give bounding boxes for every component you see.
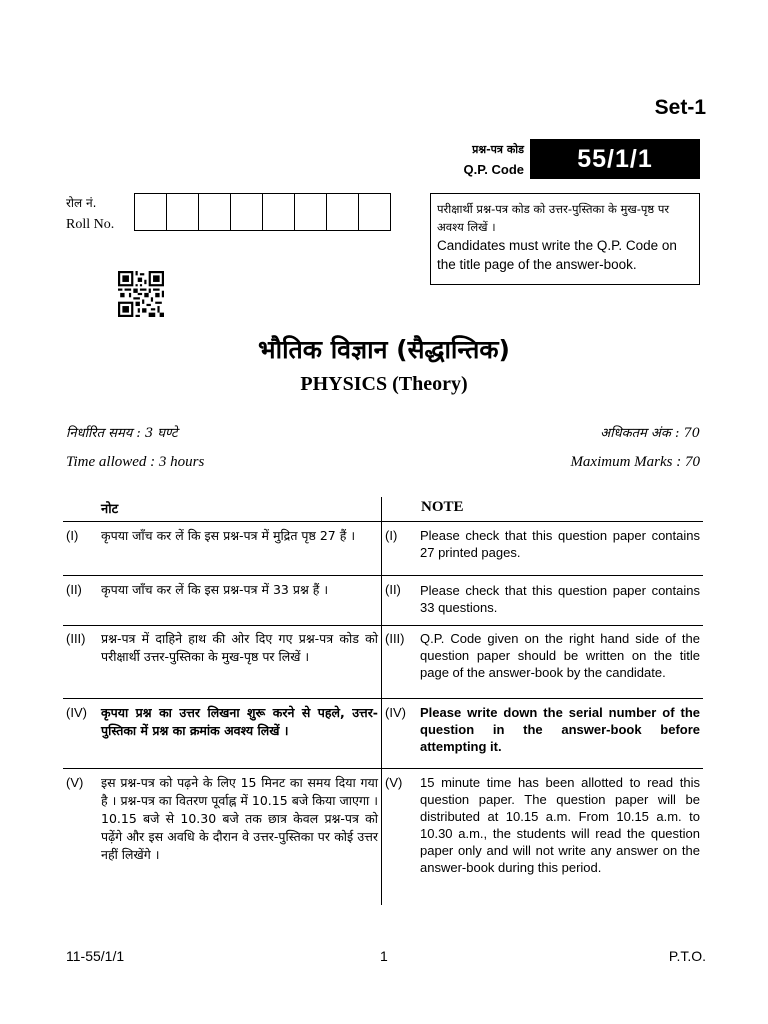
note-number-english: (III)	[385, 631, 405, 646]
roll-number-boxes[interactable]	[134, 193, 391, 231]
note-text-english: Please check that this question paper contains 27 printed pages.	[420, 528, 700, 560]
note-text-hindi: कृपया जाँच कर लें कि इस प्रश्न-पत्र में 33 प्रश्न हैं ।	[101, 582, 329, 597]
maximum-marks-english: Maximum Marks : 70	[570, 454, 700, 470]
row-divider	[63, 698, 703, 699]
note-heading-english: NOTE	[421, 499, 464, 515]
qp-code-instruction-box	[430, 193, 700, 285]
row-divider	[63, 521, 703, 522]
roll-number-label	[66, 192, 114, 236]
note-text-english: Please check that this question paper contains 33 questions.	[420, 583, 700, 615]
row-divider	[63, 575, 703, 576]
qr-code-icon	[118, 271, 164, 317]
title-hindi: भौतिक विज्ञान (सैद्धान्तिक)	[258, 335, 510, 364]
set-number: Set-1	[654, 96, 706, 119]
qp-code-box: 55/1/1	[530, 139, 700, 179]
roll-digit-box[interactable]	[199, 194, 231, 230]
note-text-english: Q.P. Code given on the right hand side of the question paper should be written on the title page of the answer-book by the candidate.	[420, 631, 700, 680]
note-text-hindi: कृपया जाँच कर लें कि इस प्रश्न-पत्र में मुद्रित पृष्ठ 27 हैं ।	[101, 528, 356, 543]
note-number-hindi: (V)	[66, 775, 84, 790]
note-text-hindi: इस प्रश्न-पत्र को पढ़ने के लिए 15 मिनट का समय दिया गया है । प्रश्न-पत्र का वितरण पूर्वाह्न में 10.15 बजे किया जाएगा । 10.15 बजे से 10.30 बजे तक छात्र केवल प्रश्न-पत्र को पढ़ेंगे और इस अवधि के दौरान वे उत्तर-पुस्तिका पर कोई उत्तर नहीं लिखेंगे ।	[101, 775, 378, 862]
note-text-english: 15 minute time has been allotted to read this question paper. The question paper will be distributed at 10.15 a.m. From 10.15 a.m. to 10.30 a.m., the students will read the question paper only and will not write any answer on the answer-book during this period.	[420, 775, 700, 875]
note-number-english: (IV)	[385, 705, 406, 720]
note-table-header	[63, 497, 703, 521]
roll-digit-box[interactable]	[359, 194, 391, 230]
note-number-english: (V)	[385, 775, 403, 790]
roll-digit-box[interactable]	[167, 194, 199, 230]
page-number: 1	[380, 948, 388, 964]
roll-label-hindi: रोल नं.	[66, 196, 97, 210]
row-divider	[63, 768, 703, 769]
note-number-hindi: (IV)	[66, 705, 87, 720]
column-divider	[381, 497, 382, 905]
note-number-hindi: (I)	[66, 528, 79, 543]
note-number-hindi: (III)	[66, 631, 86, 646]
note-text-hindi: प्रश्न-पत्र में दाहिने हाथ की ओर दिए गए प्रश्न-पत्र कोड को परीक्षार्थी उत्तर-पुस्तिका के मुख-पृष्ठ पर लिखें ।	[101, 631, 378, 664]
qp-code-label-hindi: प्रश्न-पत्र कोड	[472, 143, 524, 156]
roll-digit-box[interactable]	[295, 194, 327, 230]
roll-digit-box[interactable]	[327, 194, 359, 230]
time-allowed-english: Time allowed : 3 hours	[66, 454, 205, 470]
roll-digit-box[interactable]	[231, 194, 263, 230]
note-number-english: (II)	[385, 582, 401, 597]
time-allowed-hindi: निर्धारित समय : 3 घण्टे	[66, 426, 178, 441]
maximum-marks-hindi: अधिकतम अंक : 70	[600, 426, 700, 441]
instruction-hindi: परीक्षार्थी प्रश्न-पत्र कोड को उत्तर-पुस्तिका के मुख-पृष्ठ पर अवश्य लिखें ।	[437, 202, 670, 234]
qp-code-label	[432, 140, 524, 180]
title-english: PHYSICS (Theory)	[300, 373, 468, 395]
note-heading-hindi: नोट	[101, 502, 119, 517]
note-table	[63, 497, 703, 521]
please-turn-over: P.T.O.	[668, 948, 706, 964]
note-number-hindi: (II)	[66, 582, 82, 597]
roll-digit-box[interactable]	[263, 194, 295, 230]
footer-code: 11-55/1/1	[66, 948, 125, 964]
roll-digit-box[interactable]	[135, 194, 167, 230]
roll-label-english: Roll No.	[66, 217, 115, 232]
row-divider	[63, 625, 703, 626]
note-number-english: (I)	[385, 528, 398, 543]
note-text-hindi: कृपया प्रश्न का उत्तर लिखना शुरू करने से पहले, उत्तर-पुस्तिका में प्रश्न का क्रमांक अवश्य लिखें ।	[101, 705, 378, 738]
qp-code-label-english: Q.P. Code	[463, 162, 524, 177]
note-text-english: Please write down the serial number of the question in the answer-book before attempting it.	[420, 705, 700, 754]
instruction-english: Candidates must write the Q.P. Code on the title page of the answer-book.	[437, 238, 677, 272]
